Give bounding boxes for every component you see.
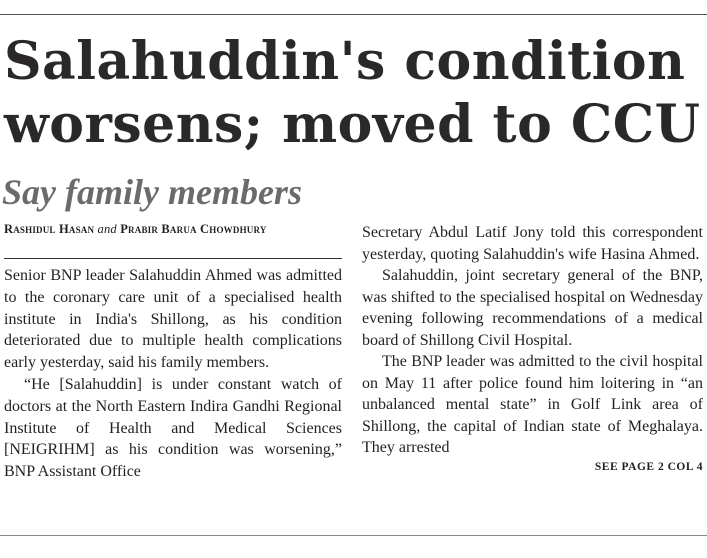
left-column bbox=[4, 222, 342, 483]
headline: Salahuddin's condition worsens; moved to CCU bbox=[4, 31, 701, 155]
top-rule bbox=[0, 14, 707, 15]
kicker-subheadline: Say family members bbox=[2, 172, 302, 212]
continuation-jump-line[interactable]: SEE PAGE 2 COL 4 bbox=[594, 460, 703, 473]
byline bbox=[4, 222, 342, 259]
right-column bbox=[362, 222, 703, 473]
byline-author-2: Prabir Barua Chowdhury bbox=[120, 222, 267, 236]
paragraph-5: The BNP leader was admitted to the civil hospital on May 11 after police found him loitering in “an unbalanced mental state” in Golf Link area of Shillong, the capital of Indian state of Meghalaya. They arrested bbox=[362, 353, 703, 456]
paragraph-3: Secretary Abdul Latif Jony told this correspondent yesterday, quoting Salahuddin's wife Hasina Ahmed. bbox=[362, 224, 703, 263]
paragraph-4: Salahuddin, joint secretary general of the BNP, was shifted to the specialised hospital on Wednesday evening following recommendations of a medical board of Shillong Civil Hospital. bbox=[362, 267, 703, 349]
bottom-rule bbox=[0, 535, 707, 536]
paragraph-1: Senior BNP leader Salahuddin Ahmed was admitted to the coronary care unit of a specialised health institute in India's Shillong, as his condition deteriorated due to multiple health complications early yesterday, said his family members. bbox=[4, 267, 342, 372]
paragraph-2: “He [Salahuddin] is under constant watch of doctors at the North Eastern Indira Gandhi Regional Institute of Health and Medical Sciences [NEIGRIHM] as his condition was worsening,” BNP Assistant Office bbox=[4, 375, 342, 481]
byline-conjunction: and bbox=[97, 222, 117, 236]
byline-author-1: Rashidul Hasan bbox=[4, 222, 95, 236]
